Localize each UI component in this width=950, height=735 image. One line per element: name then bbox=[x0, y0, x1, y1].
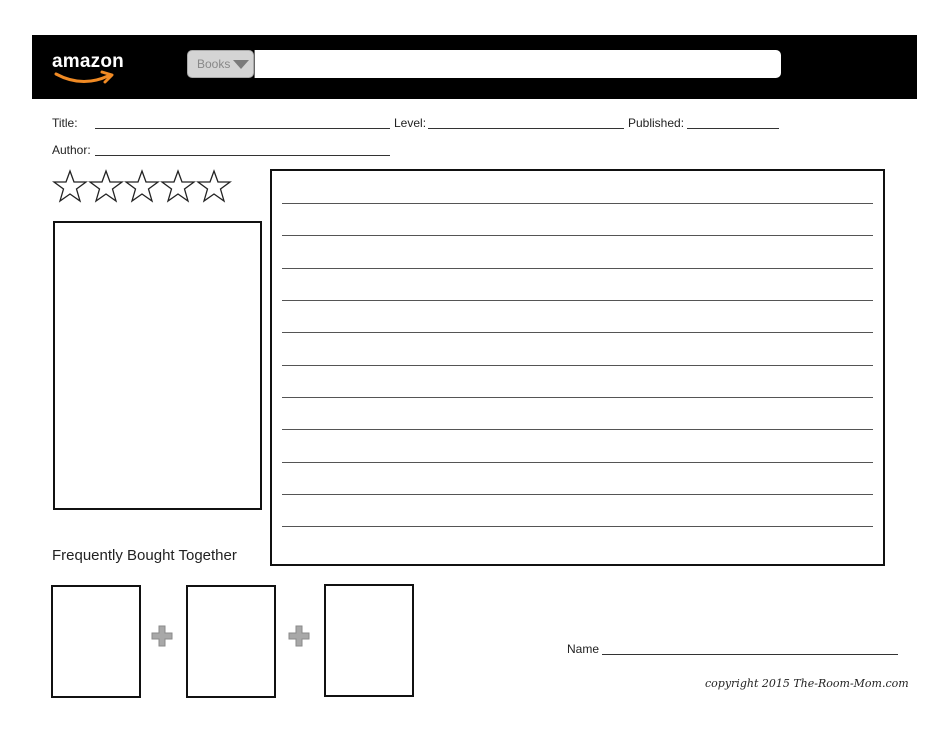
category-dropdown[interactable] bbox=[187, 50, 254, 78]
star-outline-icon[interactable] bbox=[160, 168, 196, 204]
star-rating[interactable] bbox=[52, 168, 232, 204]
frequently-bought-title: Frequently Bought Together bbox=[52, 547, 237, 564]
bought-item-box[interactable] bbox=[186, 585, 276, 698]
title-label: Title: bbox=[52, 116, 78, 130]
writing-line[interactable] bbox=[282, 462, 873, 463]
writing-line[interactable] bbox=[282, 494, 873, 495]
star-outline-icon[interactable] bbox=[196, 168, 232, 204]
writing-line[interactable] bbox=[282, 203, 873, 204]
search-input[interactable] bbox=[254, 50, 781, 78]
book-cover-drawing-box[interactable] bbox=[53, 221, 262, 510]
star-outline-icon[interactable] bbox=[88, 168, 124, 204]
review-writing-box[interactable] bbox=[270, 169, 885, 566]
plus-icon bbox=[151, 625, 173, 647]
bought-item-box[interactable] bbox=[51, 585, 141, 698]
level-field[interactable] bbox=[428, 128, 624, 129]
category-label: Books bbox=[197, 57, 231, 71]
name-label: Name bbox=[567, 642, 600, 656]
chevron-down-icon bbox=[233, 60, 249, 69]
plus-icon bbox=[288, 625, 310, 647]
writing-line[interactable] bbox=[282, 526, 873, 527]
amazon-logo bbox=[52, 51, 142, 91]
writing-line[interactable] bbox=[282, 268, 873, 269]
writing-line[interactable] bbox=[282, 429, 873, 430]
published-label: Published: bbox=[628, 116, 685, 130]
copyright-text: copyright 2015 The-Room-Mom.com bbox=[705, 677, 909, 690]
smile-arrow-icon bbox=[54, 70, 116, 86]
bought-item-box[interactable] bbox=[324, 584, 414, 697]
writing-line[interactable] bbox=[282, 365, 873, 366]
name-field[interactable] bbox=[602, 654, 898, 655]
level-label: Level: bbox=[394, 116, 427, 130]
writing-line[interactable] bbox=[282, 300, 873, 301]
author-field[interactable] bbox=[95, 155, 390, 156]
amazon-header-bar bbox=[32, 35, 917, 99]
writing-line[interactable] bbox=[282, 397, 873, 398]
published-field[interactable] bbox=[687, 128, 779, 129]
writing-line[interactable] bbox=[282, 235, 873, 236]
star-outline-icon[interactable] bbox=[124, 168, 160, 204]
title-field[interactable] bbox=[95, 128, 390, 129]
logo-text: amazon bbox=[52, 51, 124, 72]
star-outline-icon[interactable] bbox=[52, 168, 88, 204]
writing-line[interactable] bbox=[282, 332, 873, 333]
author-label: Author: bbox=[52, 143, 91, 157]
